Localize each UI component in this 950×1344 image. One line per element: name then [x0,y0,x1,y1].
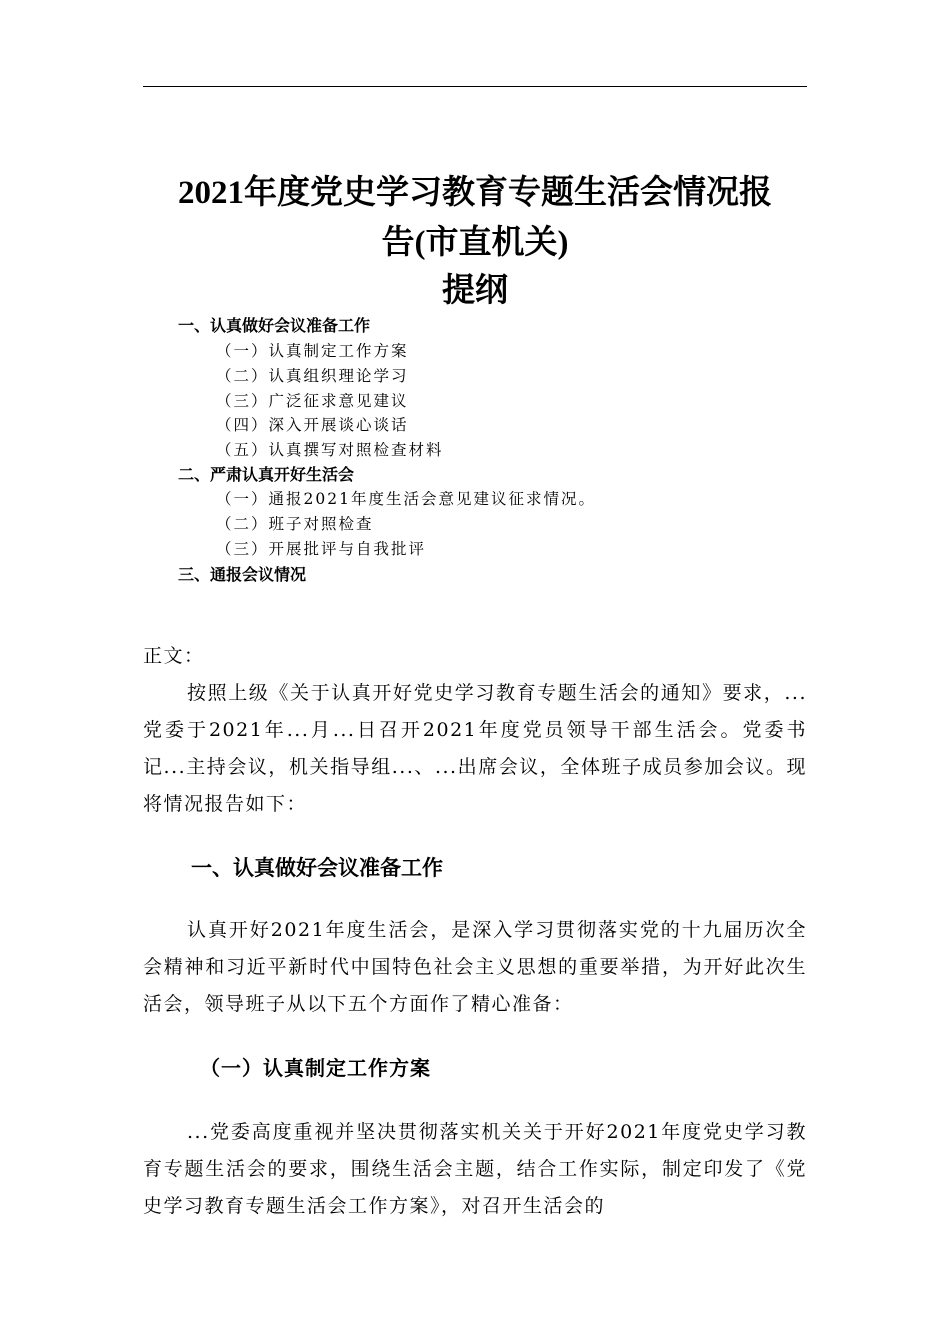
outline-section-2: 二、严肃认真开好生活会 [178,465,355,484]
paragraph-3-block [143,1114,807,1225]
outline-section-1: 一、认真做好会议准备工作 [178,316,371,335]
heading-1: 一、认真做好会议准备工作 [191,856,443,880]
outline-item: （四）深入开展谈心谈话 [216,416,409,434]
paragraph-1-block [143,675,807,823]
outline-item: （一）通报2021年度生活会意见建议征求情况。 [216,490,596,508]
title-line-3: 提纲 [442,273,508,309]
body-label-block [143,638,807,675]
title-line-2: 告(市直机关) [381,225,569,261]
paragraph-1: 按照上级《关于认真开好党史学习教育专题生活会的通知》要求，...党委于2021年...月...日召开2021年度党员领导干部生活会。党委书记...主持会议，机关指导组...、...出席会议，全体班子成员参加会议。现将情况报告如下： [143,682,807,815]
outline-item: （一）认真制定工作方案 [216,342,409,360]
outline-item: （二）班子对照检查 [216,515,374,533]
outline-item: （二）认真组织理论学习 [216,367,409,385]
title-line-1: 2021年度党史学习教育专题生活会情况报 [178,175,772,211]
header-rule [143,86,807,87]
body-label: 正文： [143,645,205,667]
paragraph-2-block [143,912,807,1023]
paragraph-3: ...党委高度重视并坚决贯彻落实机关关于开好2021年度党史学习教育专题生活会的要求，围绕生活会主题，结合工作实际，制定印发了《党史学习教育专题生活会工作方案》，对召开生活会的 [143,1121,807,1217]
outline-section-3: 三、通报会议情况 [178,565,307,584]
outline-item: （三）开展批评与自我批评 [216,540,427,558]
paragraph-2: 认真开好2021年度生活会，是深入学习贯彻落实党的十九届历次全会精神和习近平新时代中国特色社会主义思想的重要举措，为开好此次生活会，领导班子从以下五个方面作了精心准备： [143,919,807,1015]
outline-item: （三）广泛征求意见建议 [216,392,409,410]
heading-2: （一）认真制定工作方案 [200,1056,431,1080]
outline-item: （五）认真撰写对照检查材料 [216,441,444,459]
